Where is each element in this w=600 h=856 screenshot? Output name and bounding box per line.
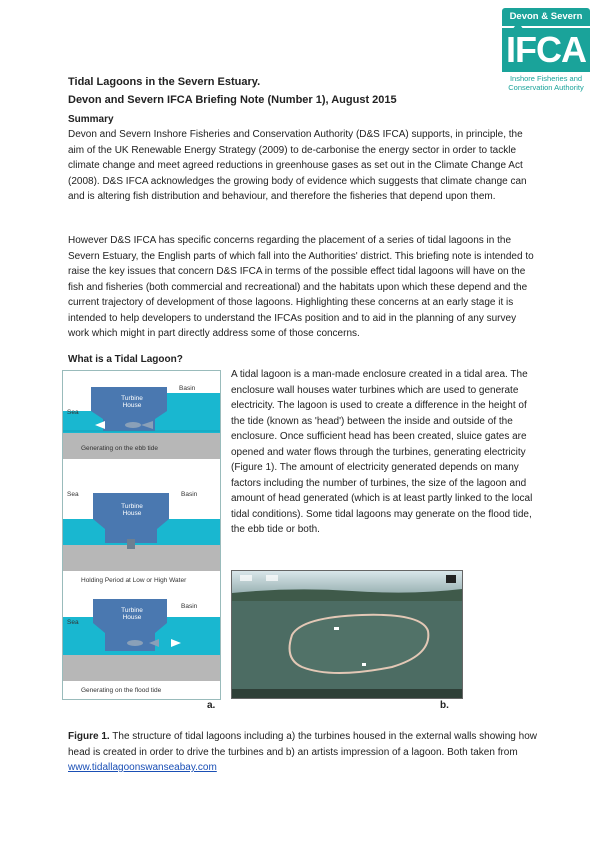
summary-heading: Summary	[68, 114, 114, 125]
sea-label: Sea	[67, 491, 79, 498]
logo-sub-line1: Inshore Fisheries and	[509, 74, 583, 83]
ifca-logo	[502, 8, 590, 92]
diagram-panel-ebb	[63, 371, 220, 471]
turbine-house-label: Turbine House	[121, 503, 143, 517]
document-subtitle: Devon and Severn IFCA Briefing Note (Number 1), August 2015	[68, 94, 397, 106]
sea-label: Sea	[67, 619, 79, 626]
sea-label: Sea	[67, 409, 79, 416]
lagoon-aerial-illustration	[232, 571, 462, 698]
source-link[interactable]: www.tidallagoonswanseabay.com	[68, 762, 217, 773]
figure-b-letter: b.	[440, 700, 449, 711]
summary-paragraph-1: Devon and Severn Inshore Fisheries and Conservation Authority (D&S IFCA) supports, in principle, the aim of the UK Renewable Energy Strategy (2009) to de-carbonise the energy sector in order to tackle climate change and meet agreed reductions in greenhouse gases as set out in the Climate Change Act (2008). D&S IFCA acknowledges the growing body of evidence which suggests that climate change can and is altering fish distribution and behaviour, and therefore the fisheries that depend upon them.	[68, 129, 527, 202]
lagoon-paragraph: A tidal lagoon is a man-made enclosure created in a tidal area. The enclosure wall houses water turbines which are used to generate electricity. The lagoon is used to create a difference in the height of the tide (known as 'head') between the inside and outside of the enclosure. Once sufficient head has been created, sluice gates are opened and water flows through the turbines, generating electricity (Figure 1). The amount of electricity generated depends on many factors including the number of turbines, the size of the lagoon and amount of head generated (which is at least partly linked to the local tidal conditions). Some tidal lagoons may generate on the flood tide, the ebb tide or both.	[231, 369, 533, 535]
summary-paragraph-2: However D&S IFCA has specific concerns regarding the placement of a series of tidal lagoons in the Severn Estuary, the English parts of which fall into the Authorities' district. This briefing note is intended to raise the key issues that concern D&S IFCA in terms of the possible effect tidal lagoons will have on the fish and fisheries (both commercial and recreational) and the habitats upon which these depend and the current trajectory of development of those lagoons. Highlighting these concerns at an early stage it is intended to help developers to understand the IFCAs position and to aid in the planning of any survey work which might in part directly address some of those concerns.	[68, 235, 534, 339]
figure-caption-label: Figure 1.	[68, 731, 110, 742]
logo-sub-line2: Conservation Authority	[508, 83, 584, 92]
figure-caption	[68, 729, 543, 776]
panel-caption: Generating on the ebb tide	[81, 445, 158, 452]
logo-top-text: Devon & Severn	[502, 8, 590, 26]
turbine-house-label: Turbine House	[121, 395, 143, 409]
basin-label: Basin	[181, 603, 198, 610]
figure-a-diagram	[62, 370, 221, 700]
panel-caption: Generating on the flood tide	[81, 687, 162, 694]
logo-main-text	[502, 28, 590, 72]
figure-caption-text: The structure of tidal lagoons including a) the turbines housed in the external walls showing how head is created in order to drive the turbines and b) an artists impression of a lagoon. Both taken from	[68, 731, 537, 758]
turbine-house-label: Turbine House	[121, 607, 143, 621]
logo-acronym: IFCA	[506, 29, 586, 70]
figure-b-artist-impression	[231, 570, 463, 699]
logo-subtitle	[502, 74, 590, 92]
diagram-panel-holding	[63, 483, 220, 583]
lagoon-heading: What is a Tidal Lagoon?	[68, 354, 183, 365]
basin-label: Basin	[181, 491, 198, 498]
document-title: Tidal Lagoons in the Severn Estuary.	[68, 76, 261, 88]
panel-caption: Holding Period at Low or High Water	[81, 577, 187, 584]
diagram-panel-flood	[63, 593, 220, 693]
fish-fin-icon	[512, 22, 524, 30]
basin-label: Basin	[179, 385, 196, 392]
figure-a-letter: a.	[207, 700, 216, 711]
